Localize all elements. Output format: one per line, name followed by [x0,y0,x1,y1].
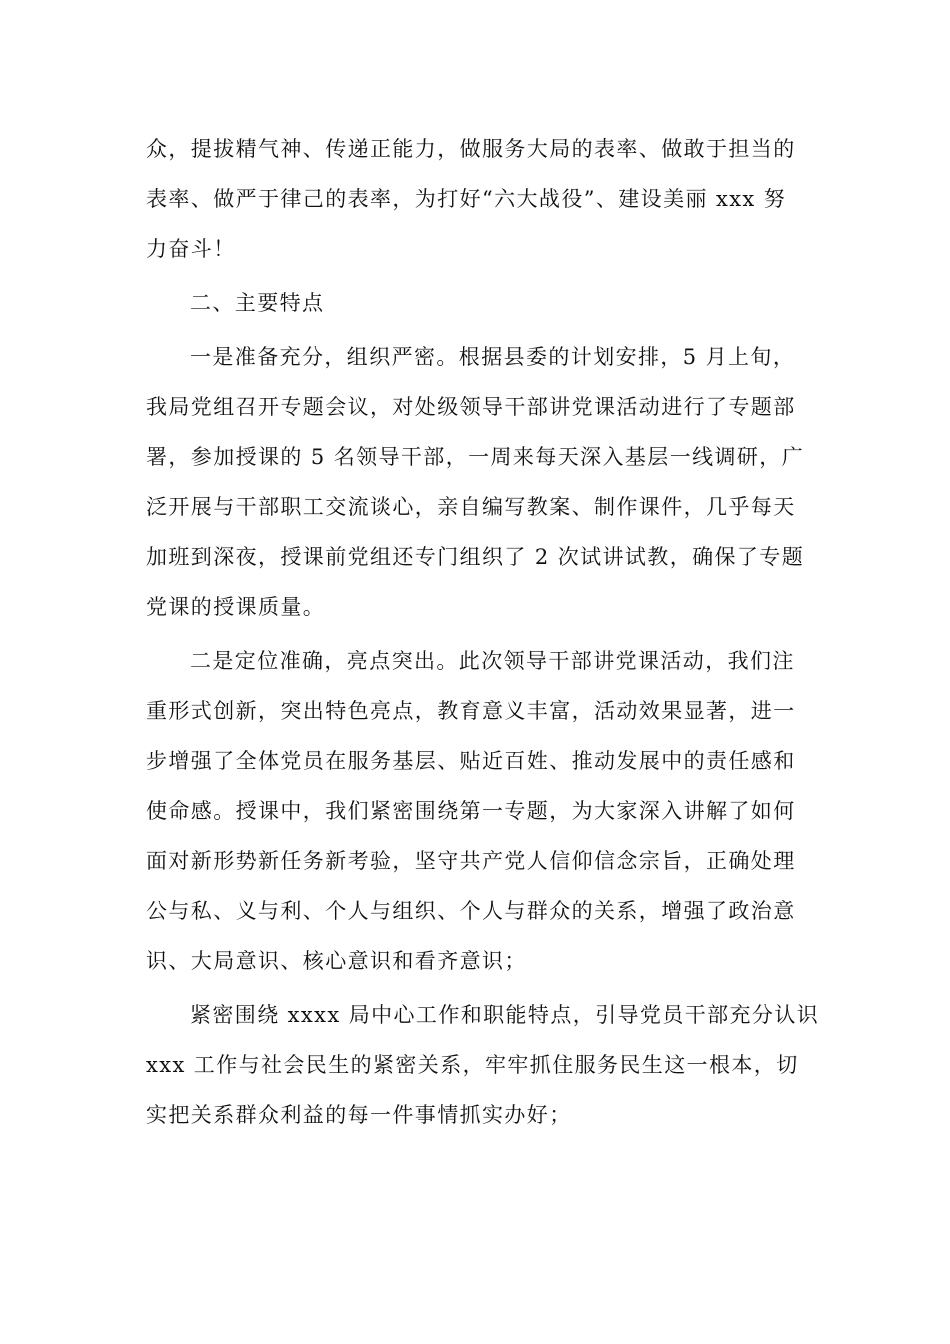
text-line: 面对新形势新任务新考验，坚守共产党人信仰信念宗旨，正确处理 [146,849,796,873]
section-heading [146,278,806,328]
paragraph-focus [146,990,820,1140]
document-body [146,124,820,1140]
text-line: 众，提拔精气神、传递正能力，做服务大局的表率、做敢于担当的 [146,137,796,161]
text-line: 使命感。授课中，我们紧密围绕第一专题，为大家深入讲解了如何 [146,799,796,823]
text-line: 公与私、义与利、个人与组织、个人与群众的关系，增强了政治意 [146,899,796,923]
text-line: 党课的授课质量。 [146,595,326,619]
text-line: 署，参加授课的 5 名领导干部，一周来每天深入基层一线调研，广 [146,445,805,469]
text-line: 加班到深夜，授课前党组还专门组织了 2 次试讲试教，确保了专题 [146,545,805,569]
heading-text: 二、主要特点 [190,291,325,315]
text-line: 一是准备充分，组织严密。根据县委的计划安排，5 月上旬， [190,345,796,369]
text-line: 重形式创新，突出特色亮点，教育意义丰富，活动效果显著，进一 [146,699,796,723]
text-line: 紧密围绕 xxxx 局中心工作和职能特点，引导党员干部充分认识 [190,1003,820,1027]
text-line: 泛开展与干部职工交流谈心，亲自编写教案、制作课件，几乎每天 [146,495,796,519]
text-line: 力奋斗！ [146,237,236,261]
paragraph-positioning [146,636,806,986]
text-line: 实把关系群众利益的每一件事情抓实办好； [146,1103,572,1127]
text-line: 步增强了全体党员在服务基层、贴近百姓、推动发展中的责任感和 [146,749,796,773]
text-line: 识、大局意识、核心意识和看齐意识； [146,949,527,973]
text-line: 表率、做严于律己的表率，为打好“六大战役”、建设美丽 xxx 努 [146,187,787,211]
paragraph-preparation [146,332,806,632]
text-line: xxx 工作与社会民生的紧密关系，牢牢抓住服务民生这一根本，切 [146,1053,799,1077]
paragraph-continuation [146,124,806,274]
text-line: 我局党组召开专题会议，对处级领导干部讲党课活动进行了专题部 [146,395,796,419]
text-line: 二是定位准确，亮点突出。此次领导干部讲党课活动，我们注 [190,649,795,673]
